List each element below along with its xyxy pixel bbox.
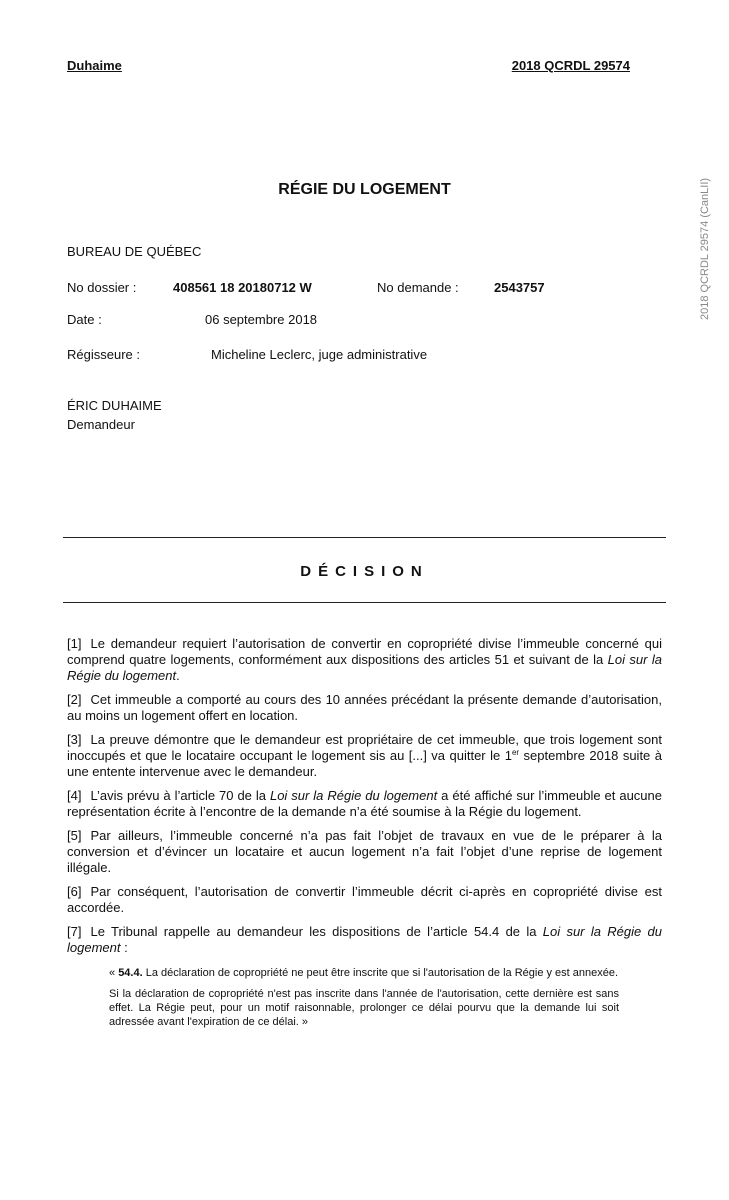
paragraph-1 bbox=[67, 636, 662, 684]
paragraph-number: [2] bbox=[67, 692, 82, 707]
paragraph-3 bbox=[67, 732, 662, 780]
top-divider bbox=[63, 537, 666, 538]
paragraph-text: Cet immeuble a comporté au cours des 10 années précédant la présente demande d’autorisation, au moins un logement offert en location. bbox=[67, 692, 662, 723]
date-label: Date : bbox=[67, 312, 102, 327]
paragraph-end: . bbox=[176, 668, 180, 683]
dossier-label: No dossier : bbox=[67, 280, 137, 295]
paragraph-number: [1] bbox=[67, 636, 82, 651]
paragraph-end: a été affiché sur l’immeuble et aucune représentation écrite à l’encontre de la demande n’a été soumise à la Régie du logement. bbox=[67, 788, 662, 819]
law-citation: Loi sur la Régie du logement bbox=[269, 788, 438, 803]
quote-line-1 bbox=[109, 966, 619, 980]
quote-open: « bbox=[109, 967, 119, 979]
paragraph-2 bbox=[67, 692, 662, 724]
quote-line-2: Si la déclaration de copropriété n'est pas inscrite dans l'année de l'autorisation, cette dernière est sans effet. La Régie peut, pour un motif raisonnable, prolonger ce délai pourvu que la demande lui soit adressée avant l'expiration de ce délai. » bbox=[109, 988, 619, 1028]
paragraph-4 bbox=[67, 788, 662, 820]
paragraph-text: Le demandeur requiert l’autorisation de convertir en copropriété divise l’immeuble concerné qui comprend quatre logements, conformément aux dispositions des articles 51 et suivant de la bbox=[67, 636, 662, 667]
header-party-name: Duhaime bbox=[67, 58, 122, 73]
demande-label: No demande : bbox=[377, 280, 459, 295]
paragraph-end: : bbox=[120, 940, 128, 955]
article-number: 54.4. bbox=[118, 967, 143, 979]
paragraph-end: septembre 2018 suite à une entente intervenue avec le demandeur. bbox=[67, 748, 662, 779]
quoted-article bbox=[109, 966, 619, 1029]
paragraph-number: [6] bbox=[67, 884, 82, 899]
decision-heading: DÉCISION bbox=[300, 563, 429, 580]
bottom-divider bbox=[63, 602, 666, 603]
paragraph-number: [3] bbox=[67, 732, 82, 747]
quote-text: La déclaration de copropriété ne peut être inscrite que si l'autorisation de la Régie y est annexée. bbox=[142, 967, 619, 979]
paragraph-text: La preuve démontre que le demandeur est propriétaire de cet immeuble, que trois logement sont inoccupés et que le locataire occupant le logement sis au [...] va quitter le 1 bbox=[67, 732, 662, 763]
paragraph-text: Par ailleurs, l’immeuble concerné n’a pas fait l’objet de travaux en vue de le préparer à la conversion et d’évincer un locataire et aucun logement n’a fait l’objet d’une reprise de logement illégale. bbox=[67, 828, 662, 875]
demande-value: 2543757 bbox=[494, 280, 545, 295]
party-role: Demandeur bbox=[67, 417, 135, 432]
ordinal-superscript: er bbox=[511, 748, 520, 757]
law-citation: Loi sur la Régie du logement bbox=[67, 924, 662, 955]
dossier-value: 408561 18 20180712 W bbox=[173, 280, 312, 295]
paragraph-text: Par conséquent, l’autorisation de convertir l’immeuble décrit ci-après en copropriété divise est accordée. bbox=[67, 884, 662, 915]
paragraph-text: Le Tribunal rappelle au demandeur les dispositions de l’article 54.4 de la bbox=[90, 924, 543, 939]
paragraph-number: [7] bbox=[67, 924, 82, 939]
paragraph-5 bbox=[67, 828, 662, 876]
paragraph-7 bbox=[67, 924, 662, 956]
office-name: BUREAU DE QUÉBEC bbox=[67, 244, 202, 259]
paragraph-6 bbox=[67, 884, 662, 916]
paragraph-number: [5] bbox=[67, 828, 82, 843]
law-citation: Loi sur la Régie du logement bbox=[67, 652, 663, 683]
date-value: 06 septembre 2018 bbox=[205, 312, 318, 327]
side-watermark: 2018 QCRDL 29574 (CanLII) bbox=[699, 177, 711, 320]
regisseur-label: Régisseure : bbox=[67, 347, 140, 362]
header-citation: 2018 QCRDL 29574 bbox=[511, 58, 630, 73]
paragraph-number: [4] bbox=[67, 788, 82, 803]
paragraph-text: L’avis prévu à l’article 70 de la bbox=[90, 788, 270, 803]
page-title: RÉGIE DU LOGEMENT bbox=[278, 181, 451, 198]
decision-body bbox=[67, 636, 662, 1036]
party-name: ÉRIC DUHAIME bbox=[67, 398, 162, 413]
regisseur-value: Micheline Leclerc, juge administrative bbox=[211, 347, 428, 362]
